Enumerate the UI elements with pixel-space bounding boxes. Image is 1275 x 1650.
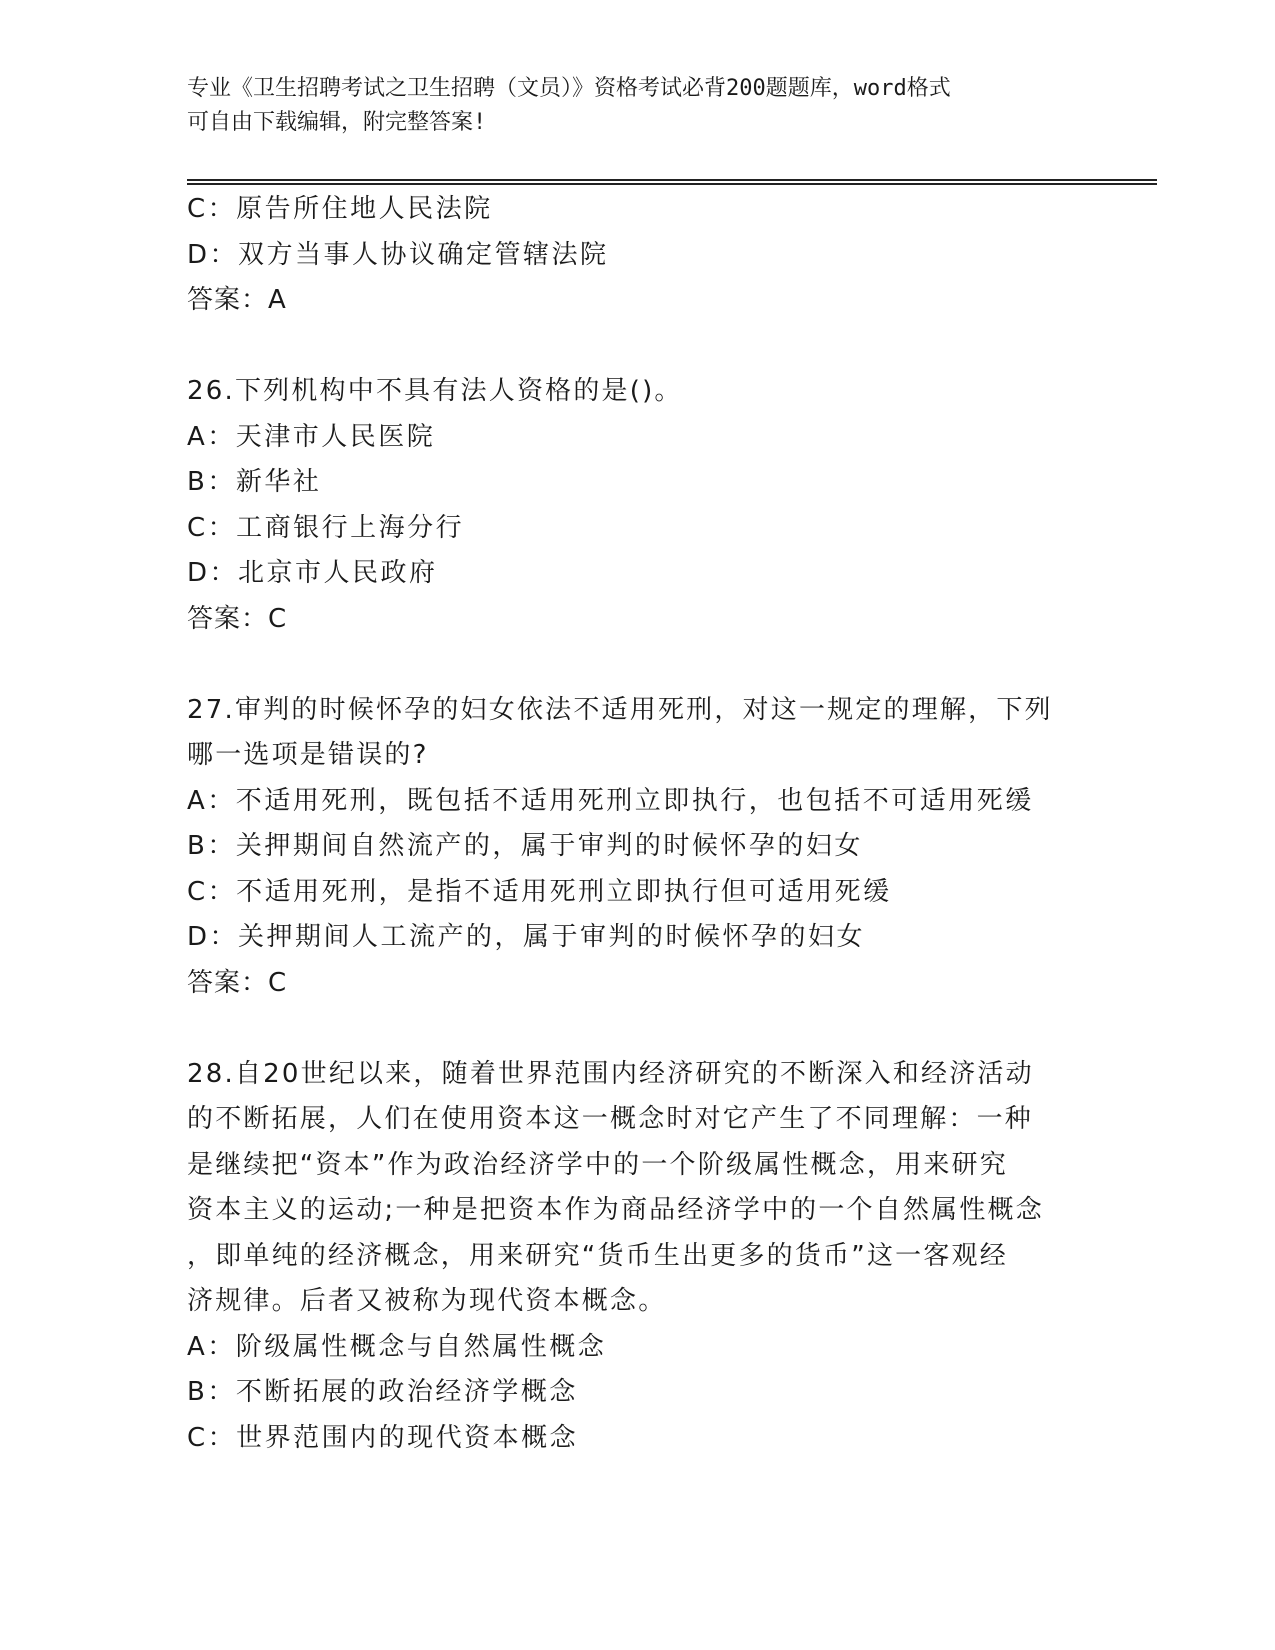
option-d: D：北京市人民政府 — [187, 558, 438, 588]
question-stem-line: 27.审判的时候怀孕的妇女依法不适用死刑，对这一规定的理解，下列 — [187, 694, 1053, 725]
question-list — [187, 187, 1087, 1461]
header-divider-top — [187, 179, 1157, 181]
question-stem-line: 28.自20世纪以来，随着世界范围内经济研究的不断深入和经济活动 — [187, 1058, 1034, 1089]
question-stem-line: 是继续把“资本”作为政治经济学中的一个阶级属性概念，用来研究 — [187, 1149, 1008, 1180]
option-d: D：关押期间人工流产的，属于审判的时候怀孕的妇女 — [187, 922, 866, 952]
question-stem-line: 资本主义的运动;一种是把资本作为商品经济学中的一个自然属性概念 — [187, 1195, 1044, 1225]
question-stem: 26.下列机构中不具有法人资格的是()。 — [187, 376, 683, 406]
question-block-27 — [187, 688, 1087, 1007]
answer-line: 答案：C — [187, 967, 288, 998]
answer-line: 答案：C — [187, 603, 288, 634]
question-block-26 — [187, 369, 1087, 642]
option-c: C：不适用死刑，是指不适用死刑立即执行但可适用死缓 — [187, 876, 892, 907]
document-header — [187, 72, 1087, 140]
header-title-line-2: 可自由下载编辑，附完整答案! — [187, 110, 487, 135]
option-a: A：阶级属性概念与自然属性概念 — [187, 1331, 607, 1362]
answer-line: 答案：A — [187, 285, 287, 315]
option-a: A：不适用死刑，既包括不适用死刑立即执行，也包括不可适用死缓 — [187, 785, 1034, 816]
spacer — [187, 324, 1087, 370]
option-d: D：双方当事人协议确定管辖法院 — [187, 239, 609, 270]
option-c: C：世界范围内的现代资本概念 — [187, 1422, 579, 1453]
question-block-previous — [187, 187, 1087, 324]
spacer — [187, 1006, 1087, 1052]
option-b: B：新华社 — [187, 467, 322, 497]
option-b: B：关押期间自然流产的，属于审判的时候怀孕的妇女 — [187, 831, 863, 861]
question-block-28 — [187, 1052, 1087, 1462]
option-c: C：工商银行上海分行 — [187, 512, 465, 543]
option-a: A：天津市人民医院 — [187, 421, 436, 452]
question-stem-line: 的不断拓展，人们在使用资本这一概念时对它产生了不同理解：一种 — [187, 1104, 1034, 1134]
option-b: B：不断拓展的政治经济学概念 — [187, 1377, 578, 1407]
question-stem-line: ，即单纯的经济概念，用来研究“货币生出更多的货币”这一客观经 — [187, 1240, 1008, 1271]
question-stem-line: 哪一选项是错误的? — [187, 740, 429, 770]
header-divider-bottom — [187, 183, 1157, 185]
spacer — [187, 642, 1087, 688]
option-c: C：原告所住地人民法院 — [187, 194, 493, 224]
header-title-line-1: 专业《卫生招聘考试之卫生招聘（文员）》资格考试必背200题题库，word格式 — [187, 76, 951, 101]
question-stem-line: 济规律。后者又被称为现代资本概念。 — [187, 1286, 667, 1316]
